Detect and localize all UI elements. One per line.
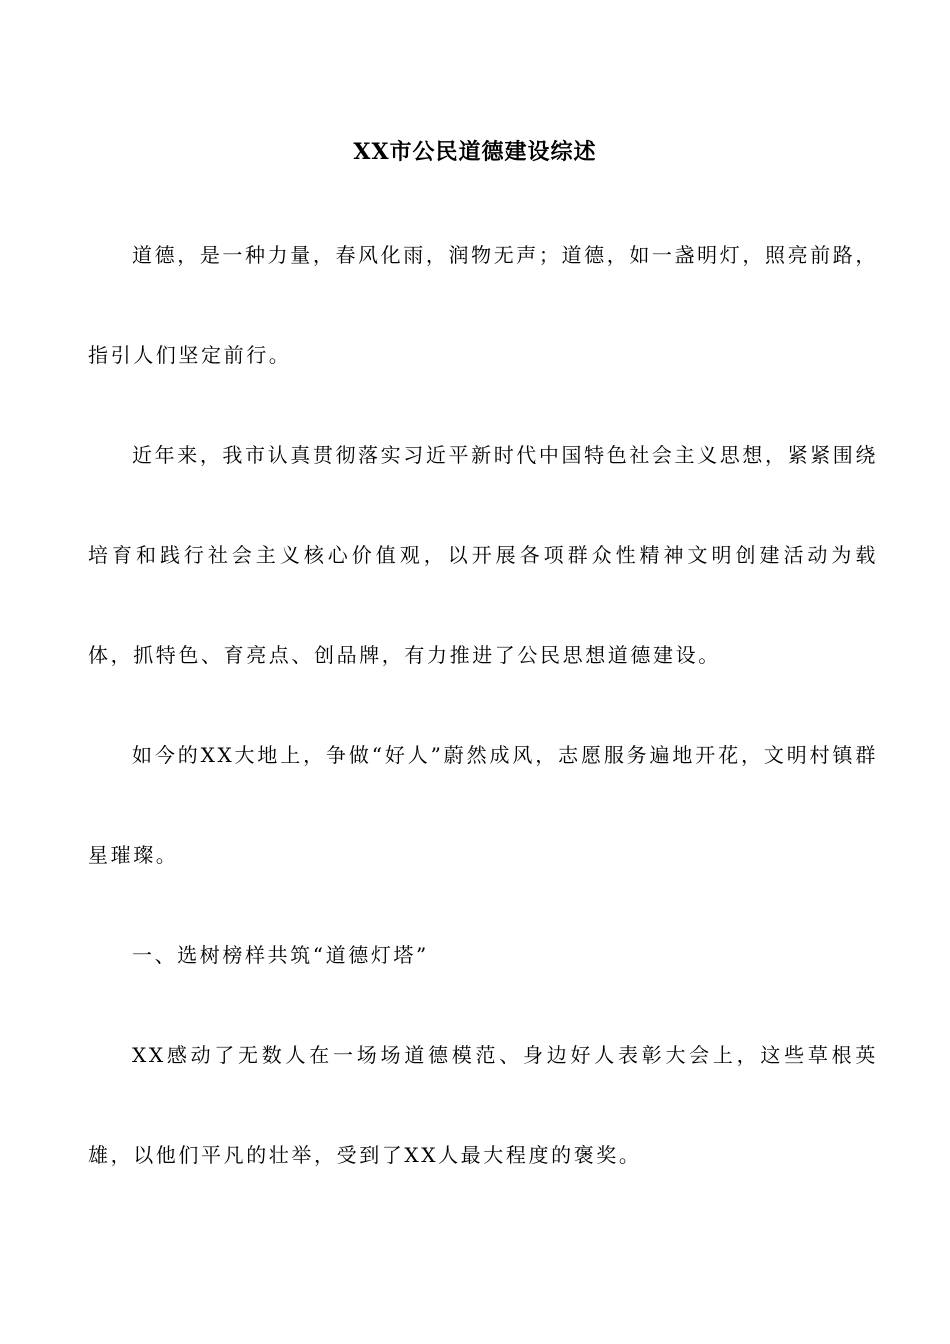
section-heading-1: 一、选树榜样共筑“道德灯塔” — [132, 943, 429, 967]
paragraph-today: 如今的XX大地上，争做“好人”蔚然成风，志愿服务遍地开花，文明村镇群星璀璨。 — [88, 743, 878, 867]
document-title: XX市公民道德建设综述 — [353, 139, 597, 165]
paragraph-heroes: XX感动了无数人在一场场道德模范、身边好人表彰大会上，这些草根英雄，以他们平凡的壮举，受到了XX人最大程度的褒奖。 — [88, 1043, 878, 1167]
paragraph-recent-years: 近年来，我市认真贯彻落实习近平新时代中国特色社会主义思想，紧紧围绕培育和践行社会主义核心价值观，以开展各项群众性精神文明创建活动为载体，抓特色、育亮点、创品牌，有力推进了公民思想道德建设。 — [88, 443, 878, 667]
paragraph-intro: 道德，是一种力量，春风化雨，润物无声；道德，如一盏明灯，照亮前路，指引人们坚定前行。 — [88, 243, 878, 367]
